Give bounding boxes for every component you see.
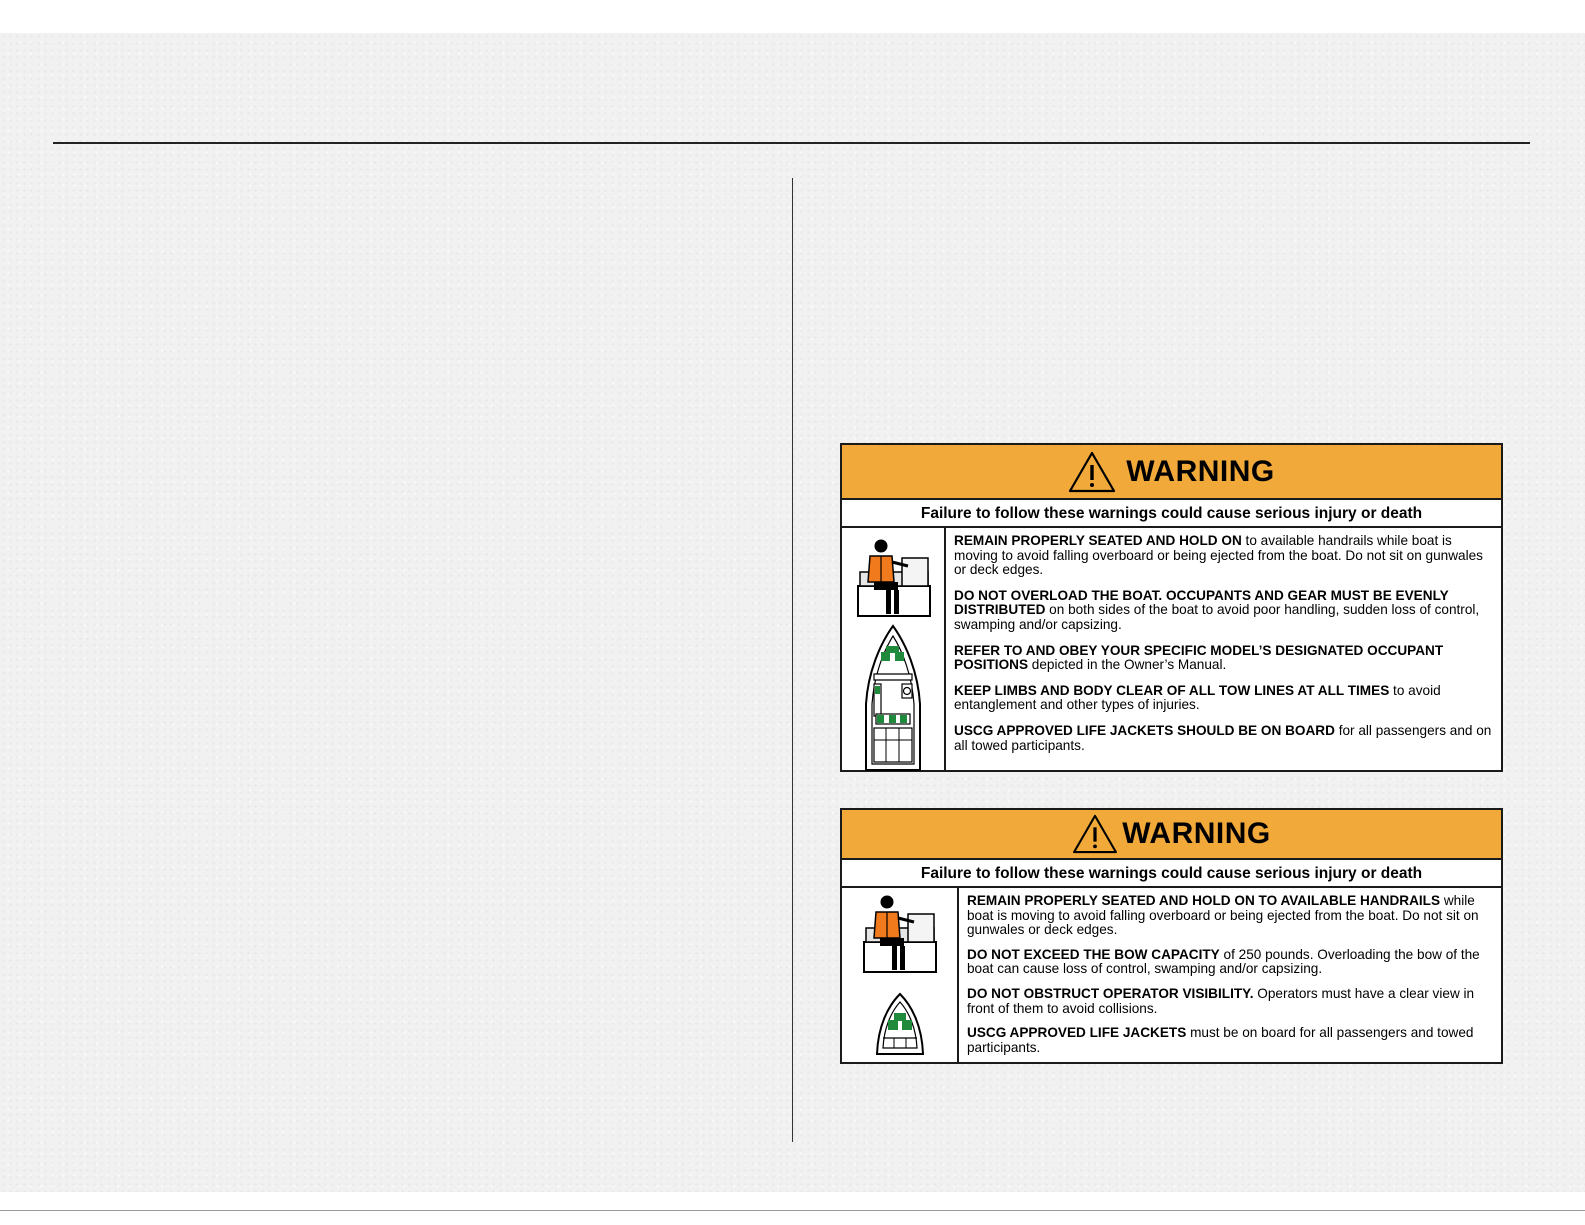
warning-item: USCG APPROVED LIFE JACKETS SHOULD BE ON BOARD for all passengers and on all towed participants. xyxy=(954,722,1492,753)
warning-label-2 xyxy=(840,808,1503,1064)
warning-item: DO NOT OVERLOAD THE BOAT. OCCUPANTS AND GEAR MUST BE EVENLY DISTRIBUTED on both sides of the boat to avoid poor handling, sudden loss of control, swamping and/or capsizing. xyxy=(954,587,1480,632)
warning-text xyxy=(946,528,1501,770)
warning-item: REMAIN PROPERLY SEATED AND HOLD ON TO AVAILABLE HANDRAILS while boat is moving to avoid falling overboard or being ejected from the boat. Do not sit on gunwales or deck edges. xyxy=(967,893,1479,938)
warning-item: REMAIN PROPERLY SEATED AND HOLD ON to available handrails while boat is moving to avoid falling overboard or being ejected from the boat. Do not sit on gunwales or deck edges. xyxy=(954,533,1483,578)
warning-icons xyxy=(842,888,959,1062)
seated-passenger-icon xyxy=(856,536,932,620)
warning-label-1 xyxy=(840,443,1503,772)
warning-item: DO NOT OBSTRUCT OPERATOR VISIBILITY. Operators must have a clear view in front of them to avoid collisions. xyxy=(967,985,1475,1016)
warning-subtitle: Failure to follow these warnings could cause serious injury or death xyxy=(842,860,1501,888)
warning-header xyxy=(842,445,1501,500)
warning-item: KEEP LIMBS AND BODY CLEAR OF ALL TOW LINES AT ALL TIMES to avoid entanglement and other types of injuries. xyxy=(954,682,1441,713)
boat-bow-icon xyxy=(874,992,926,1056)
warning-title: WARNING xyxy=(1126,454,1275,488)
warning-text xyxy=(959,888,1501,1062)
bottom-rule xyxy=(0,1210,1585,1211)
seated-passenger-icon xyxy=(862,892,938,976)
top-rule xyxy=(53,142,1530,144)
warning-title: WARNING xyxy=(1122,817,1271,850)
warning-icons xyxy=(842,528,946,770)
warning-item: USCG APPROVED LIFE JACKETS must be on board for all passengers and towed participants. xyxy=(967,1025,1474,1055)
warning-triangle-icon xyxy=(1068,451,1116,493)
warning-subtitle: Failure to follow these warnings could cause serious injury or death xyxy=(842,500,1501,528)
column-divider xyxy=(792,178,793,1142)
warning-item: REFER TO AND OBEY YOUR SPECIFIC MODEL’S DESIGNATED OCCUPANT POSITIONS depicted in the Owner’s Manual. xyxy=(954,642,1444,673)
warning-item: DO NOT EXCEED THE BOW CAPACITY of 250 pounds. Overloading the bow of the boat can cause loss of control, swamping and/or capsizing. xyxy=(967,946,1480,977)
manual-page xyxy=(0,33,1585,1192)
warning-header xyxy=(842,810,1501,860)
warning-triangle-icon xyxy=(1072,814,1118,854)
boat-top-view-icon xyxy=(862,624,924,774)
